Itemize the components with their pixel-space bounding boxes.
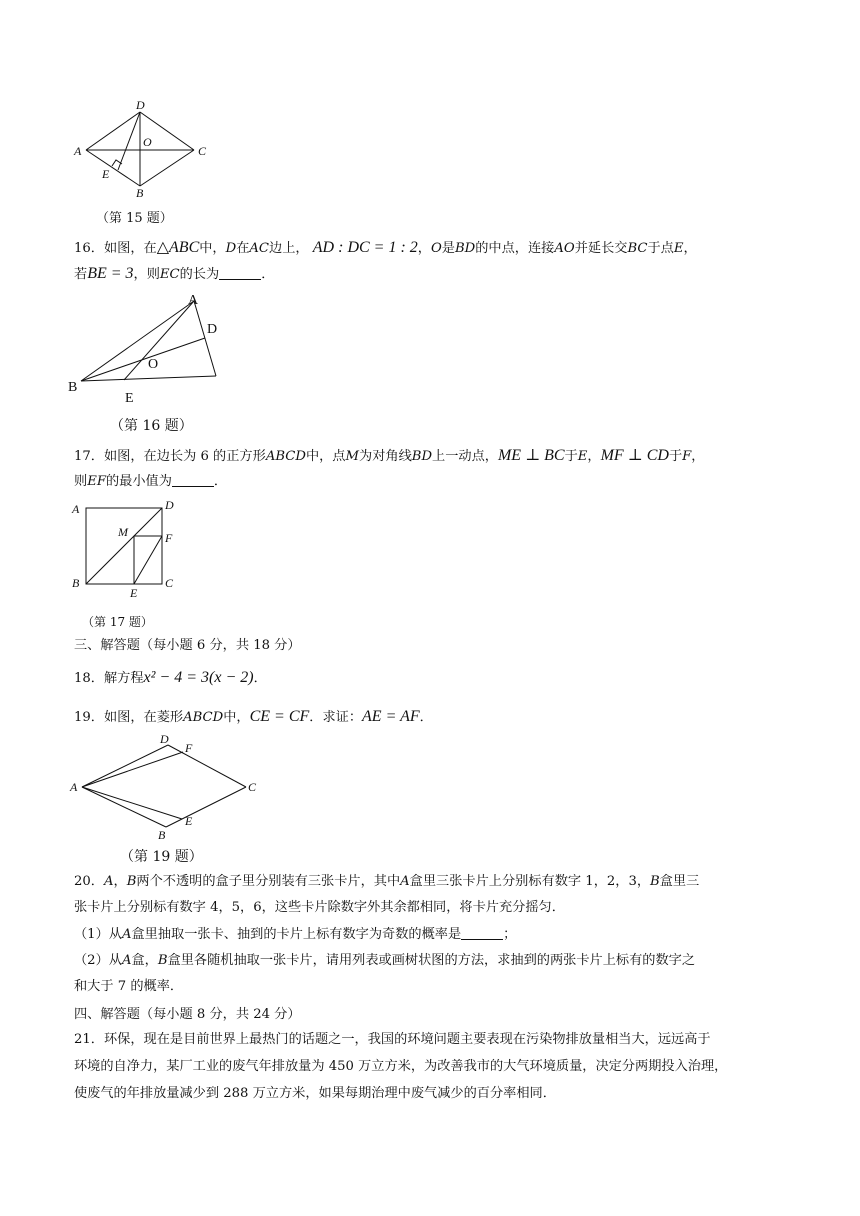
fig17-label-A: A bbox=[72, 502, 80, 516]
fig16-label-O: O bbox=[148, 357, 159, 372]
fig17-label-B: B bbox=[72, 576, 80, 590]
fig15-label-E: E bbox=[102, 167, 110, 181]
fig15-label-B: B bbox=[136, 186, 144, 200]
question-21-line-2: 环境的自净力，某厂工业的废气年排放量为 450 万立方米，为改善我市的大气环境质量，决定分两期投入治理， bbox=[74, 1059, 728, 1074]
fig16-label-B: B bbox=[68, 380, 78, 395]
figure-19 bbox=[62, 732, 262, 842]
fig15-label-A: A bbox=[74, 144, 82, 158]
fig15-label-C: C bbox=[198, 144, 207, 158]
question-17-line-2: 则EF的最小值为 ． bbox=[74, 474, 228, 489]
fig17-label-M: M bbox=[118, 525, 128, 539]
question-21-line-1: 21．环保，现在是目前世界上最热门的话题之一，我国的环境问题主要表现在污染物排放量相当大，远远高于 bbox=[74, 1032, 711, 1047]
fig19-label-F: F bbox=[185, 741, 193, 755]
figure-15-caption: （第 15 题） bbox=[96, 211, 173, 226]
figure-17-diagram bbox=[66, 498, 186, 602]
question-19: 19．如图，在菱形ABCD中，CE = CF．求证：AE = AF． bbox=[74, 708, 433, 725]
section-3-heading: 三、解答题（每小题 6 分，共 18 分） bbox=[74, 638, 301, 653]
fig15-label-D: D bbox=[136, 98, 145, 112]
fig17-label-F: F bbox=[165, 531, 173, 545]
fig17-label-D: D bbox=[165, 498, 174, 512]
answer-blank-17 bbox=[172, 472, 214, 487]
fig17-label-C: C bbox=[165, 576, 174, 590]
question-17-line-1: 17．如图，在边长为 6 的正方形ABCD中，点M为对角线BD上一动点，ME ⊥ BC于E，MF ⊥ CD于F， bbox=[74, 447, 705, 464]
question-18: 18．解方程x² − 4 = 3(x − 2)． bbox=[74, 669, 267, 686]
question-20-line-1: 20．A，B两个不透明的盒子里分别装有三张卡片，其中A盒里三张卡片上分别标有数字 1，2，3，B盒里三 bbox=[74, 874, 700, 889]
figure-16-diagram bbox=[64, 290, 244, 410]
fig19-label-C: C bbox=[248, 780, 257, 794]
fig15-label-O: O bbox=[143, 135, 152, 149]
fig19-label-D: D bbox=[160, 732, 169, 746]
question-16-line-1: 16．如图，在△ABC中，D在AC边上， AD : DC = 1 : 2，O是BD的中点，连接AO并延长交BC于点E， bbox=[74, 239, 697, 256]
question-20-part-2-line-1: （2）从A盒，B盒里各随机抽取一张卡片，请用列表或画树状图的方法，求抽到的两张卡片上标有的数字之 bbox=[74, 953, 696, 968]
question-20-line-2: 张卡片上分别标有数字 4，5，6，这些卡片除数字外其余都相同，将卡片充分摇匀． bbox=[74, 900, 565, 915]
question-21-line-3: 使废气的年排放量减少到 288 万立方米，如果每期治理中废气减少的百分率相同． bbox=[74, 1086, 556, 1101]
figure-19-caption: （第 19 题） bbox=[120, 849, 203, 865]
figure-17-caption: （第 17 题） bbox=[82, 615, 153, 629]
figure-15-diagram bbox=[60, 98, 220, 198]
figure-15 bbox=[60, 98, 220, 198]
question-16-line-2: 若BE = 3，则EC的长为 ． bbox=[74, 265, 275, 282]
figure-16-caption: （第 16 题） bbox=[110, 418, 193, 434]
question-20-part-1: （1）从A盒里抽取一张卡、抽到的卡片上标有数字为奇数的概率是 ； bbox=[74, 927, 517, 942]
figure-17 bbox=[66, 498, 186, 602]
fig16-label-E: E bbox=[125, 391, 134, 406]
figure-19-diagram bbox=[62, 732, 262, 842]
answer-blank-20-1 bbox=[461, 925, 503, 940]
fig19-label-E: E bbox=[185, 814, 193, 828]
fig16-label-D: D bbox=[207, 322, 218, 337]
fig19-label-B: B bbox=[158, 828, 166, 842]
fig16-label-A: A bbox=[188, 293, 199, 308]
fig17-label-E: E bbox=[130, 586, 138, 600]
fig19-label-A: A bbox=[70, 780, 78, 794]
section-4-heading: 四、解答题（每小题 8 分，共 24 分） bbox=[74, 1007, 301, 1022]
question-20-part-2-line-2: 和大于 7 的概率． bbox=[74, 979, 184, 994]
answer-blank-16 bbox=[219, 265, 261, 280]
figure-16 bbox=[64, 290, 244, 410]
